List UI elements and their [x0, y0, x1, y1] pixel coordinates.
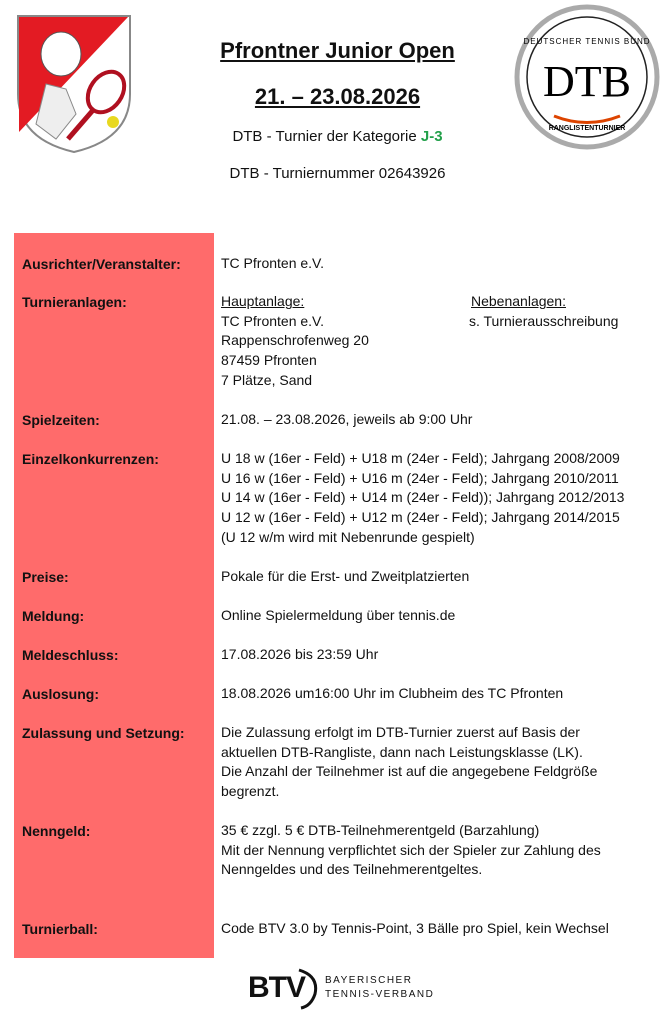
btv-name-line1: BAYERISCHER — [325, 975, 413, 986]
admission-line: Die Anzahl der Teilnehmer ist auf die angegebene Feldgröße — [221, 763, 598, 780]
label-draw: Auslosung: — [22, 686, 99, 702]
singles-line: U 16 w (16er - Feld) + U16 m (24er - Feld); Jahrgang 2010/2011 — [221, 469, 619, 486]
main-facility-line: 87459 Pfronten — [221, 352, 317, 369]
side-facility — [469, 292, 618, 331]
category-value: J-3 — [420, 128, 443, 145]
btv-logo — [248, 966, 434, 1010]
btv-mark: BTV — [248, 971, 305, 1004]
tournament-dates: 21. – 23.08.2026 — [254, 84, 421, 109]
value-draw: 18.08.2026 um16:00 Uhr im Clubheim des TC Pfronten — [221, 685, 564, 701]
value-organizer: TC Pfronten e.V. — [221, 255, 324, 271]
label-singles: Einzelkonkurrenzen: — [22, 451, 159, 467]
btv-name-line2: TENNIS-VERBAND — [325, 989, 435, 1000]
main-facility-line: TC Pfronten e.V. — [221, 312, 324, 329]
admission-line: Die Zulassung erfolgt im DTB-Turnier zuerst auf Basis der — [221, 724, 580, 740]
value-ball: Code BTV 3.0 by Tennis-Point, 3 Bälle pro Spiel, kein Wechsel — [221, 920, 609, 936]
main-facility-line: 7 Plätze, Sand — [221, 371, 313, 388]
side-facility-heading: Nebenanlagen: — [471, 293, 566, 309]
admission-line: begrenzt. — [221, 783, 280, 800]
label-admission: Zulassung und Setzung: — [22, 725, 185, 741]
tournament-number: DTB - Turniernummer 02643926 — [229, 165, 446, 182]
svg-text:RANGLISTENTURNIER: RANGLISTENTURNIER — [548, 125, 626, 132]
fee-line: Mit der Nennung verpflichtet sich der Spieler zur Zahlung des — [221, 841, 601, 858]
btv-swoosh-icon — [297, 966, 319, 1010]
singles-line: U 12 w (16er - Feld) + U12 m (24er - Feld); Jahrgang 2014/2015 — [221, 509, 620, 526]
value-fee — [221, 821, 601, 880]
label-entry: Meldung: — [22, 608, 85, 624]
label-deadline: Meldeschluss: — [22, 647, 119, 663]
label-times: Spielzeiten: — [22, 412, 100, 428]
value-prizes: Pokale für die Erst- und Zweitplatzierten — [221, 568, 470, 584]
svg-text:DTB: DTB — [543, 57, 631, 106]
value-admission — [221, 723, 597, 802]
tournament-title: Pfrontner Junior Open — [220, 38, 455, 63]
label-organizer: Ausrichter/Veranstalter: — [22, 256, 181, 272]
value-entry: Online Spielermeldung über tennis.de — [221, 607, 456, 623]
side-facility-line: s. Turnierausschreibung — [469, 312, 619, 329]
singles-line: U 18 w (16er - Feld) + U18 m (24er - Feld); Jahrgang 2008/2009 — [221, 450, 620, 466]
value-times: 21.08. – 23.08.2026, jeweils ab 9:00 Uhr — [221, 411, 473, 427]
label-fee: Nenngeld: — [22, 823, 91, 839]
fee-line: 35 € zzgl. 5 € DTB-Teilnehmerentgeld (Barzahlung) — [221, 822, 540, 838]
label-column-background — [14, 233, 214, 958]
main-facility-line: Rappenschrofenweg 20 — [221, 332, 369, 349]
singles-line: (U 12 w/m wird mit Nebenrunde gespielt) — [221, 528, 475, 545]
main-facility — [221, 292, 369, 391]
value-singles — [221, 449, 624, 548]
category-prefix: DTB - Turnier der Kategorie — [232, 128, 421, 145]
label-facilities: Turnieranlagen: — [22, 294, 127, 310]
value-deadline: 17.08.2026 bis 23:59 Uhr — [221, 646, 379, 662]
svg-text:DEUTSCHER TENNIS BUND: DEUTSCHER TENNIS BUND — [523, 37, 651, 46]
dtb-ranglistenturnier-seal — [514, 4, 660, 150]
singles-line: U 14 w (16er - Feld) + U14 m (24er - Feld)); Jahrgang 2012/2013 — [221, 489, 625, 506]
fee-line: Nenngeldes und des Teilnehmerentgeltes. — [221, 861, 483, 878]
main-facility-heading: Hauptanlage: — [221, 293, 305, 309]
label-ball: Turnierball: — [22, 921, 98, 937]
label-prizes: Preise: — [22, 569, 69, 585]
admission-line: aktuellen DTB-Rangliste, dann nach Leistungsklasse (LK). — [221, 743, 583, 760]
